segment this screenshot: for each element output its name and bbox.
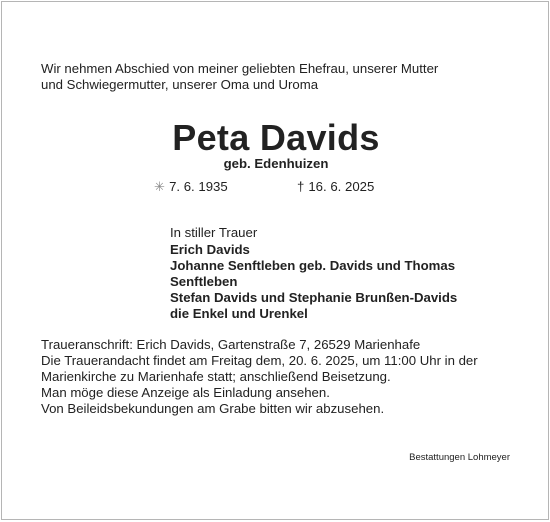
invitation-note: Man möge diese Anzeige als Einladung ansehen.: [41, 385, 330, 400]
mourner-line: Stefan Davids und Stephanie Brunßen-Davids: [170, 290, 458, 305]
birth-date-line: [154, 179, 228, 195]
death-date: 16. 6. 2025: [308, 179, 375, 194]
mourning-address: Traueranschrift: Erich Davids, Gartenstraße 7, 26529 Marienhafe: [41, 337, 421, 352]
mourner-line: Erich Davids: [170, 242, 250, 257]
birth-name: geb. Edenhuizen: [223, 156, 329, 171]
birth-star-icon: ✳: [154, 179, 166, 194]
obituary-notice: [1, 1, 549, 520]
death-cross-icon: †: [297, 179, 305, 194]
condolences-note: Von Beileidsbekundungen am Grabe bitten wir abzusehen.: [41, 401, 385, 416]
intro-text: [41, 61, 511, 93]
funeral-details: [41, 337, 521, 417]
death-date-line: [297, 179, 374, 195]
mourners-block: [170, 225, 470, 322]
service-line-1: Die Trauerandacht findet am Freitag dem, 20. 6. 2025, um 11:00 Uhr in der: [41, 353, 478, 368]
mourning-label: In stiller Trauer: [170, 225, 258, 240]
intro-line-2: und Schwiegermutter, unserer Oma und Uroma: [41, 77, 319, 92]
service-line-2: Marienkirche zu Marienhafe statt; anschließend Beisetzung.: [41, 369, 391, 384]
mourner-line: Senftleben: [170, 274, 238, 289]
mourner-line: Johanne Senftleben geb. Davids und Thomas: [170, 258, 456, 273]
birth-date: 7. 6. 1935: [169, 179, 228, 194]
mourner-line: die Enkel und Urenkel: [170, 306, 308, 321]
undertaker-credit: Bestattungen Lohmeyer: [409, 452, 510, 463]
deceased-name: Peta Davids: [172, 117, 380, 158]
intro-line-1: Wir nehmen Abschied von meiner geliebten Ehefrau, unserer Mutter: [41, 61, 439, 76]
